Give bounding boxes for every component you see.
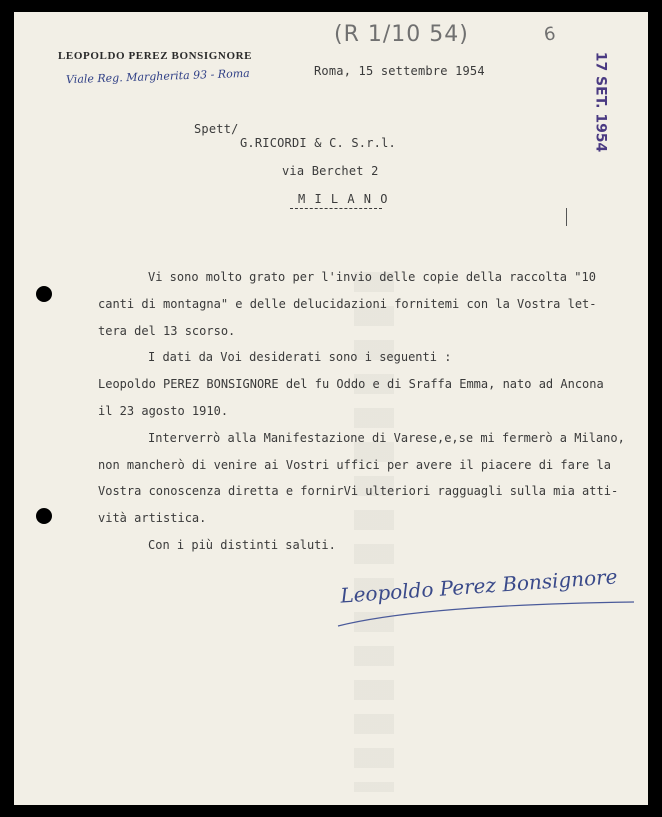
body-line: Con i più distinti saluti. <box>148 538 336 552</box>
handwritten-address: Viale Reg. Margherita 93 - Roma <box>65 66 250 87</box>
letterhead-name: LEOPOLDO PEREZ BONSIGNORE <box>58 50 253 62</box>
body-line: il 23 agosto 1910. <box>98 404 229 418</box>
body-line: Interverrò alla Manifestazione di Varese,e,se mi fermerò a Milano, <box>148 431 625 445</box>
body-line: vità artistica. <box>98 511 207 525</box>
pencil-mark: 6 <box>542 23 557 46</box>
recipient-salutation: Spett/ <box>194 122 239 136</box>
body-line: Vi sono molto grato per l'invio delle copie della raccolta "10 <box>148 270 596 284</box>
margin-tick <box>566 208 567 226</box>
city-underline <box>290 208 382 209</box>
body-line: I dati da Voi desiderati sono i seguenti : <box>148 350 452 364</box>
punch-hole-top <box>36 286 52 302</box>
recipient-company: G.RICORDI & C. S.r.l. <box>240 136 396 150</box>
body-line: Vostra conoscenza diretta e fornirVi ulteriori ragguagli sulla mia atti- <box>98 484 619 498</box>
body-line: canti di montagna" e delle delucidazioni fornitemi con la Vostra let- <box>98 297 597 311</box>
recipient-city: M I L A N O <box>298 192 389 206</box>
letter-page <box>14 12 648 805</box>
recipient-street: via Berchet 2 <box>282 164 379 178</box>
signature-flourish <box>334 582 648 632</box>
archive-reference: (R 1/10 54) <box>334 22 469 47</box>
body-line: tera del 13 scorso. <box>98 324 236 338</box>
date-line: Roma, 15 settembre 1954 <box>314 64 485 78</box>
signature-text: Leopoldo Perez Bonsignore <box>339 564 619 608</box>
body-line: non mancherò di venire ai Vostri uffici per avere il piacere di fare la <box>98 458 611 472</box>
body-line: Leopoldo PEREZ BONSIGNORE del fu Oddo e di Sraffa Emma, nato ad Ancona <box>98 377 604 391</box>
punch-hole-bottom <box>36 508 52 524</box>
received-stamp: 17 SET. 1954 <box>592 51 609 153</box>
